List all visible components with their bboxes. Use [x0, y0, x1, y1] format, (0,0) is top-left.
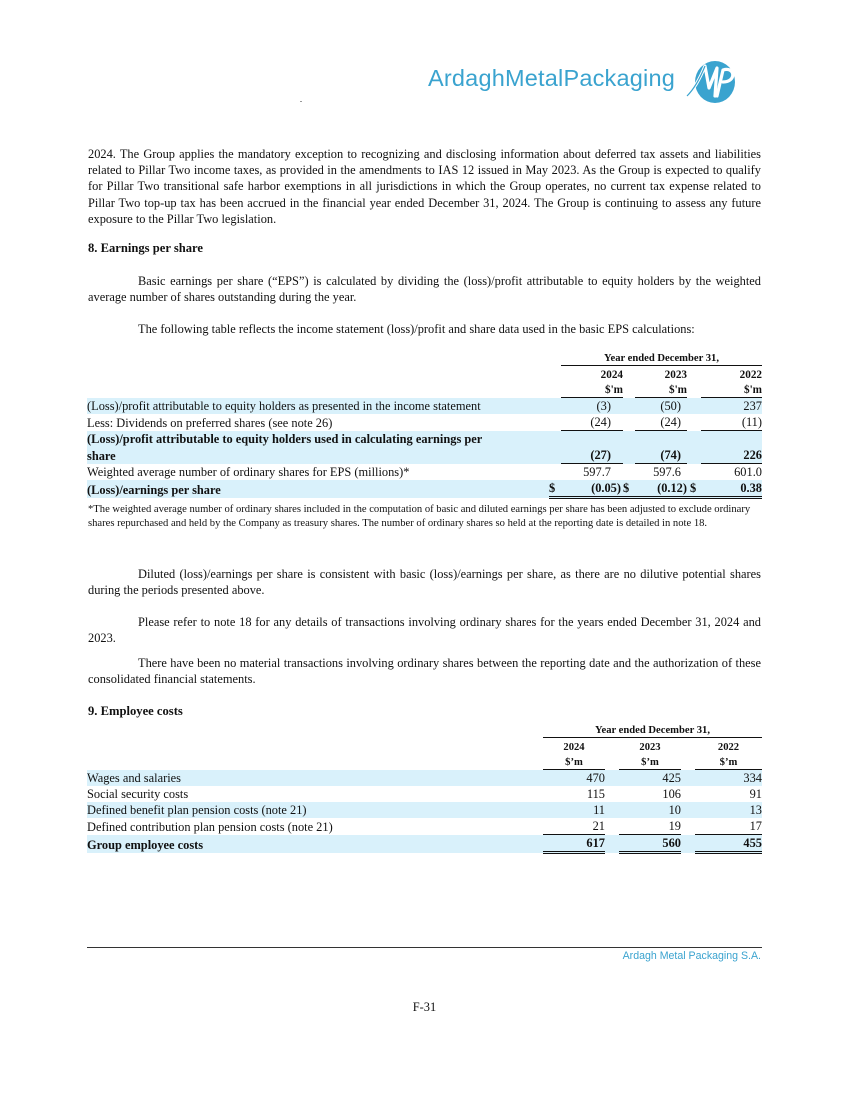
section-9-heading: 9. Employee costs — [88, 704, 183, 718]
row-label: (Loss)/profit attributable to equity holders as presented in the income statement — [87, 398, 549, 415]
row-label: (Loss)/earnings per share — [87, 480, 549, 498]
cell-value: 560 — [619, 835, 681, 853]
cell-value: 0.38 — [701, 480, 762, 498]
cell-value: 470 — [543, 770, 605, 787]
eps-year-2023: 2023 — [664, 368, 687, 381]
cell-value: 21 — [543, 818, 605, 835]
section-8-para-5: There have been no material transactions involving ordinary shares between the reporting date and the authorization of these consolidated financial statements. — [88, 656, 761, 687]
footer-company-name: Ardagh Metal Packaging S.A. — [622, 950, 761, 962]
row-label: Less: Dividends on preferred shares (see note 26) — [87, 415, 333, 430]
table-row — [87, 480, 762, 498]
cell-value: (24) — [635, 414, 687, 431]
cell-value: (74) — [635, 447, 687, 464]
section-8-para-3: Diluted (loss)/earnings per share is consistent with basic (loss)/earnings per share, as there are no dilutive potential shares during the periods presented above. — [88, 567, 761, 598]
cell-value: 17 — [695, 818, 762, 835]
eps-footnote: *The weighted average number of ordinary shares included in the computation of basic and diluted earnings per share has been adjusted to exclude ordinary shares repurchased and held by the Company as treasury shares. The number of ordinary shares so held at the reporting date is detailed in note 18. — [88, 504, 751, 530]
employee-unit: $’m — [543, 754, 605, 770]
footer-divider — [87, 947, 762, 948]
cell-value: 237 — [701, 398, 762, 415]
cell-value: 597.6 — [653, 465, 681, 479]
cell-value: 115 — [586, 787, 605, 801]
employee-year-2023: 2023 — [639, 741, 661, 753]
table-row — [87, 835, 762, 853]
amp-logo-icon — [681, 58, 745, 106]
cell-value: 13 — [695, 802, 762, 818]
table-row — [87, 398, 762, 415]
row-label: (Loss)/profit attributable to equity holders used in calculating earnings per — [87, 431, 549, 448]
cell-value: 91 — [749, 787, 762, 801]
cell-value: 455 — [695, 835, 762, 853]
employee-unit: $’m — [619, 754, 681, 770]
employee-unit: $’m — [695, 754, 762, 770]
cell-value: (3) — [561, 398, 623, 415]
section-8-para-1: Basic earnings per share (“EPS”) is calculated by dividing the (loss)/profit attributable to equity holders by the weighted average number of shares outstanding during the year. — [88, 274, 761, 305]
table-row — [87, 464, 762, 481]
company-logo — [428, 58, 748, 106]
currency-symbol: $ — [687, 480, 701, 498]
cell-value: 597.7 — [583, 465, 611, 479]
table-row — [87, 818, 762, 835]
table-row — [87, 431, 762, 448]
eps-unit: $'m — [701, 382, 762, 398]
cell-value: 334 — [695, 770, 762, 787]
intro-paragraph: 2024. The Group applies the mandatory exception to recognizing and disclosing information about deferred tax assets and liabilities related to Pillar Two income taxes, as provided in the amendments to IAS 12 issued in May 2023. As the Group is expected to qualify for Pillar Two transitional safe harbor exemptions in all jurisdictions in which the Group operates, no current tax expense related to Pillar Two top-up tax has been accrued in the financial year ended December 31, 2024. The Group is continuing to assess any future exposure to the Pillar Two legislation. — [88, 147, 761, 226]
row-label: Group employee costs — [87, 835, 543, 853]
cell-value: 617 — [543, 835, 605, 853]
page-number: F-31 — [412, 1000, 437, 1014]
row-label: Defined benefit plan pension costs (note 21) — [87, 802, 543, 818]
currency-symbol: $ — [623, 480, 635, 498]
employee-costs-table — [87, 721, 762, 854]
employee-period-header: Year ended December 31, — [543, 721, 762, 737]
row-label-continued: share — [87, 447, 549, 464]
cell-value: 601.0 — [734, 465, 762, 479]
section-8-para-4: Please refer to note 18 for any details of transactions involving ordinary shares for the years ended December 31, 2024 and 2023. — [88, 615, 761, 646]
table-row — [87, 447, 762, 464]
cell-value: (24) — [561, 414, 623, 431]
section-8-heading: 8. Earnings per share — [88, 241, 203, 255]
cell-value: (50) — [635, 398, 687, 415]
employee-year-2022: 2022 — [717, 741, 740, 753]
row-label: Wages and salaries — [87, 770, 543, 787]
cell-value: 19 — [619, 818, 681, 835]
cell-value: 10 — [619, 802, 681, 818]
table-row — [87, 802, 762, 818]
currency-symbol: $ — [549, 480, 561, 498]
cell-value: (0.12) — [635, 480, 687, 498]
cell-value: 226 — [701, 447, 762, 464]
eps-period-header: Year ended December 31, — [561, 349, 762, 365]
eps-year-2022: 2022 — [739, 368, 762, 381]
stray-mark — [300, 101, 302, 102]
employee-year-2024: 2024 — [563, 741, 585, 753]
section-8-para-2: The following table reflects the income statement (loss)/profit and share data used in the basic EPS calculations: — [138, 322, 695, 336]
logo-wordmark: ArdaghMetalPackaging — [428, 65, 675, 91]
row-label: Defined contribution plan pension costs (note 21) — [87, 819, 333, 834]
eps-year-2024: 2024 — [600, 368, 623, 381]
eps-table — [87, 349, 762, 499]
table-row — [87, 414, 762, 431]
row-label: Weighted average number of ordinary shares for EPS (millions)* — [87, 465, 410, 479]
eps-unit: $'m — [561, 382, 623, 398]
cell-value: (27) — [561, 447, 623, 464]
cell-value: (0.05) — [561, 480, 623, 498]
cell-value: 11 — [543, 802, 605, 818]
cell-value: 106 — [662, 787, 681, 801]
row-label: Social security costs — [87, 787, 189, 801]
cell-value: (11) — [701, 414, 762, 431]
eps-unit: $'m — [635, 382, 687, 398]
table-row — [87, 770, 762, 787]
table-row — [87, 786, 762, 802]
cell-value: 425 — [619, 770, 681, 787]
